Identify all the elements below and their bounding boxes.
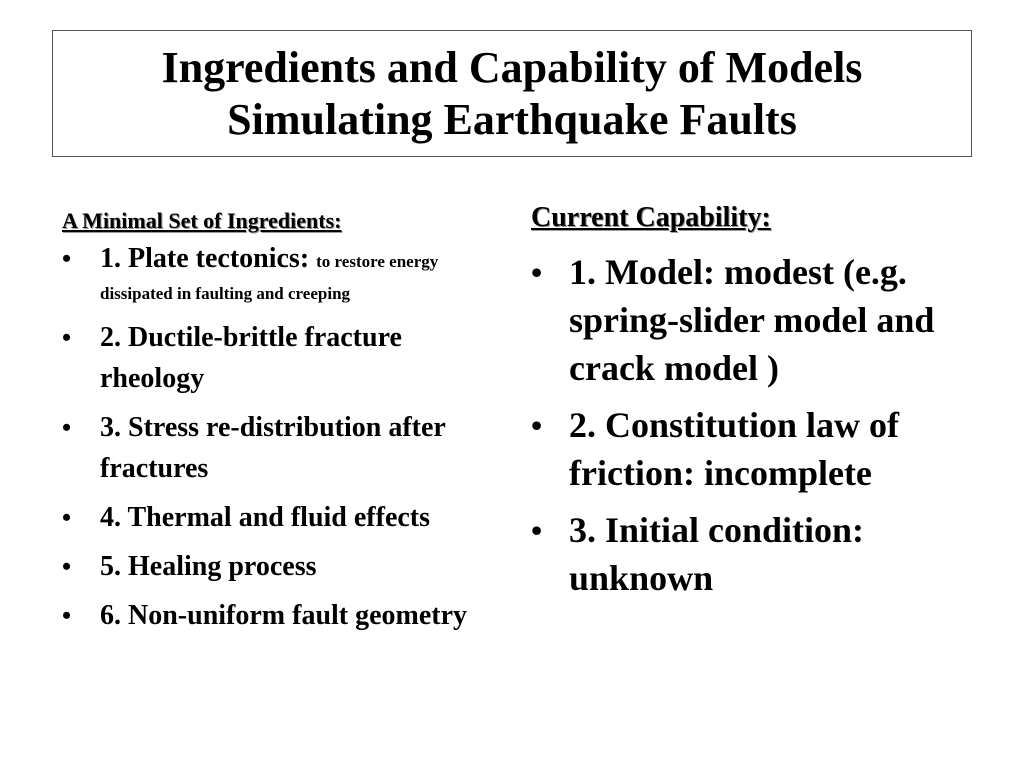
title-box — [52, 30, 972, 157]
ingredient-label: 5. Healing process — [100, 551, 317, 582]
title-line-1: Ingredients and Capability of Models — [161, 42, 863, 92]
ingredients-column — [62, 205, 482, 644]
ingredient-item-4 — [62, 497, 482, 538]
ingredient-item-2 — [62, 317, 482, 399]
capability-item-1 — [531, 248, 971, 392]
ingredient-label: 2. Ductile-brittle fracture rheology — [100, 322, 402, 394]
ingredients-list — [62, 243, 482, 636]
bullet-icon: • — [531, 512, 543, 548]
capability-label: 1. Model: modest (e.g. spring-slider model and crack model ) — [569, 252, 935, 388]
bullet-icon: • — [62, 323, 72, 352]
capability-item-3 — [531, 506, 971, 602]
ingredient-item-5 — [62, 546, 482, 587]
capability-item-2 — [531, 401, 971, 497]
bullet-icon: • — [531, 254, 543, 290]
ingredients-heading: A Minimal Set of Ingredients: — [62, 208, 342, 233]
bullet-icon: • — [531, 407, 543, 443]
ingredient-item-1 — [62, 243, 482, 307]
bullet-icon: • — [62, 503, 72, 532]
ingredient-label: 1. Plate tectonics: — [100, 243, 317, 274]
capability-column — [531, 200, 971, 611]
title-line-2: Simulating Earthquake Faults — [227, 94, 797, 144]
ingredient-item-6 — [62, 595, 482, 636]
bullet-icon: • — [62, 601, 72, 630]
bullet-icon: • — [62, 552, 72, 581]
ingredient-item-3 — [62, 407, 482, 489]
capability-heading: Current Capability: — [531, 202, 771, 233]
capability-list — [531, 248, 971, 602]
ingredient-label: 3. Stress re-distribution after fractures — [100, 412, 446, 484]
ingredient-label: 4. Thermal and fluid effects — [100, 502, 431, 533]
ingredient-label: 6. Non-uniform fault geometry — [100, 600, 468, 631]
bullet-icon: • — [62, 244, 72, 273]
ingredient-note: to restore energy dissipated in faulting and creeping — [100, 252, 439, 303]
capability-label: 3. Initial condition: unknown — [569, 510, 865, 598]
bullet-icon: • — [62, 413, 72, 442]
capability-label: 2. Constitution law of friction: incomplete — [569, 405, 900, 493]
